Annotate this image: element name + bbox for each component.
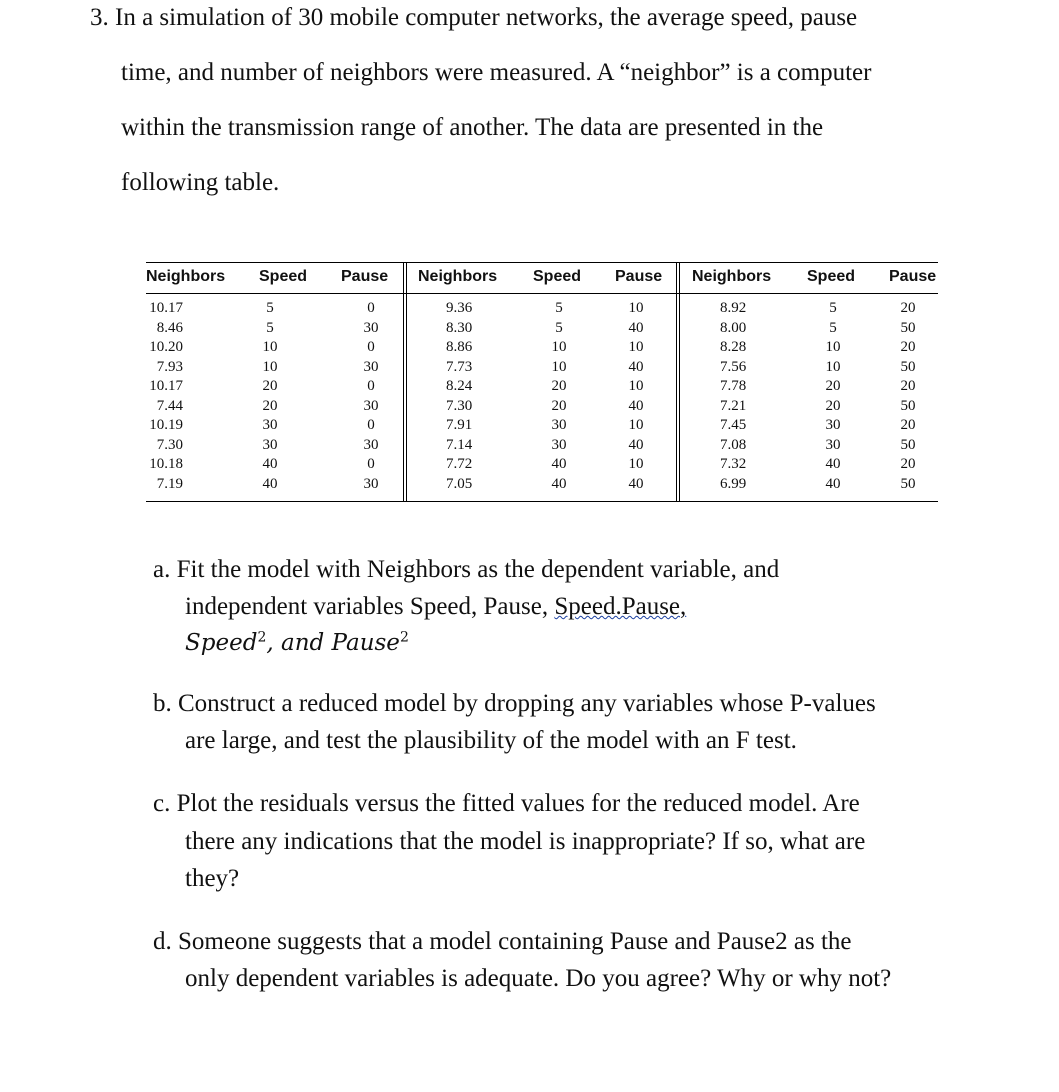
cell-speed-g2-r2: 5 — [555, 319, 563, 336]
header-pause-3: Pause — [889, 268, 937, 285]
cell-pause-g3-r10: 50 — [900, 475, 916, 492]
cell-pause-g1-r9: 0 — [367, 456, 375, 472]
question-a-line-1: a. Fit the model with Neighbors as the dependent variable, and — [153, 556, 780, 583]
question-b-line-2: are large, and test the plausibility of the model with an F test. — [185, 727, 797, 754]
cell-neighbors-g2-r3: 8.86 — [446, 339, 473, 355]
cell-neighbors-g3-r2: 8.00 — [720, 319, 747, 336]
question-c-line-3: they? — [185, 865, 240, 892]
cell-speed-g2-r9: 40 — [551, 456, 567, 472]
question-c-line-2: there any indications that the model is inappropriate? If so, what are — [185, 828, 866, 855]
cell-speed-g2-r1: 5 — [555, 300, 563, 316]
table-header — [146, 263, 938, 294]
cell-pause-g1-r3: 0 — [367, 339, 375, 355]
question-c-line-1: c. Plot the residuals versus the fitted values for the reduced model. Are — [153, 790, 860, 817]
cell-pause-g1-r5: 0 — [367, 378, 375, 394]
cell-pause-g1-r10: 30 — [363, 475, 379, 492]
math-and-pause: , and Pause — [266, 630, 400, 656]
cell-neighbors-g2-r6: 7.30 — [446, 397, 473, 414]
math-exponent-2: 2 — [399, 629, 409, 646]
cell-neighbors-g2-r7: 7.91 — [446, 417, 473, 433]
cell-neighbors-g2-r9: 7.72 — [446, 456, 473, 472]
cell-speed-g1-r4: 10 — [262, 358, 278, 375]
cell-speed-g2-r5: 20 — [551, 378, 567, 394]
cell-pause-g2-r4: 40 — [628, 358, 644, 375]
cell-pause-g3-r4: 50 — [900, 358, 916, 375]
problem-line-4: following table. — [121, 169, 280, 196]
cell-speed-g1-r3: 10 — [262, 339, 278, 355]
cell-neighbors-g1-r7: 10.19 — [149, 417, 183, 433]
cell-neighbors-g1-r5: 10.17 — [149, 378, 183, 394]
header-neighbors-3: Neighbors — [692, 268, 772, 285]
data-table — [146, 262, 938, 502]
header-pause-1: Pause — [341, 268, 389, 285]
cell-pause-g2-r2: 40 — [628, 319, 644, 336]
cell-pause-g3-r7: 20 — [900, 417, 916, 433]
cell-speed-g3-r10: 40 — [825, 475, 841, 492]
cell-speed-g3-r4: 10 — [825, 358, 841, 375]
cell-neighbors-g2-r4: 7.73 — [446, 358, 473, 375]
cell-pause-g1-r7: 0 — [367, 417, 375, 433]
question-a-speed-squared — [185, 630, 409, 656]
cell-pause-g1-r6: 30 — [363, 397, 379, 414]
cell-neighbors-g1-r10: 7.19 — [156, 475, 183, 492]
cell-speed-g2-r4: 10 — [551, 358, 567, 375]
cell-pause-g3-r2: 50 — [900, 319, 916, 336]
cell-neighbors-g3-r8: 7.08 — [720, 436, 747, 453]
cell-speed-g2-r6: 20 — [551, 397, 567, 414]
cell-neighbors-g2-r1: 9.36 — [446, 300, 473, 316]
cell-pause-g2-r8: 40 — [628, 436, 644, 453]
cell-neighbors-g1-r4: 7.93 — [156, 358, 183, 375]
cell-speed-g1-r1: 5 — [266, 300, 274, 316]
cell-pause-g3-r6: 50 — [900, 397, 916, 414]
header-pause-2: Pause — [615, 268, 663, 285]
cell-neighbors-g1-r2: 8.46 — [156, 319, 183, 336]
cell-pause-g1-r2: 30 — [363, 319, 379, 336]
question-a-line-3 — [185, 629, 409, 657]
cell-neighbors-g1-r1: 10.17 — [149, 300, 183, 316]
cell-neighbors-g3-r7: 7.45 — [720, 417, 747, 433]
cell-neighbors-g1-r3: 10.20 — [149, 339, 183, 355]
cell-pause-g2-r6: 40 — [628, 397, 644, 414]
cell-speed-g3-r6: 20 — [825, 397, 841, 414]
cell-speed-g3-r2: 5 — [829, 319, 837, 336]
cell-speed-g3-r1: 5 — [829, 300, 837, 316]
cell-pause-g1-r8: 30 — [363, 436, 379, 453]
cell-speed-g2-r7: 30 — [551, 417, 567, 433]
cell-pause-g2-r7: 10 — [628, 417, 644, 433]
cell-neighbors-g2-r5: 8.24 — [446, 378, 473, 394]
question-a-line-2 — [185, 593, 686, 621]
header-speed-1: Speed — [259, 268, 308, 285]
header-speed-3: Speed — [807, 268, 856, 285]
cell-pause-g2-r1: 10 — [628, 300, 644, 316]
cell-neighbors-g3-r6: 7.21 — [720, 397, 747, 414]
cell-neighbors-g2-r8: 7.14 — [446, 436, 473, 453]
cell-neighbors-g3-r5: 7.78 — [720, 378, 747, 394]
cell-pause-g3-r9: 20 — [900, 456, 916, 472]
cell-pause-g2-r5: 10 — [628, 378, 644, 394]
header-neighbors-1: Neighbors — [146, 268, 226, 285]
cell-neighbors-g3-r10: 6.99 — [720, 475, 747, 492]
cell-neighbors-g3-r9: 7.32 — [720, 456, 747, 472]
question-a-speed-pause-term: Speed.Pause, — [554, 593, 687, 620]
cell-neighbors-g1-r6: 7.44 — [156, 397, 183, 414]
column-group-divider-1 — [403, 263, 407, 501]
math-speed: Speed — [185, 630, 258, 656]
question-d-line-2: only dependent variables is adequate. Do you agree? Why or why not? — [185, 965, 892, 992]
question-b-line-1: b. Construct a reduced model by dropping any variables whose P-values — [153, 690, 876, 717]
cell-speed-g1-r2: 5 — [266, 319, 274, 336]
cell-speed-g3-r7: 30 — [825, 417, 841, 433]
cell-speed-g2-r3: 10 — [551, 339, 567, 355]
question-d-line-1: d. Someone suggests that a model containing Pause and Pause2 as the — [153, 928, 852, 955]
cell-speed-g2-r8: 30 — [551, 436, 567, 453]
cell-speed-g1-r10: 40 — [262, 475, 278, 492]
cell-speed-g3-r3: 10 — [825, 339, 841, 355]
cell-neighbors-g3-r1: 8.92 — [720, 300, 747, 316]
math-exponent-1: 2 — [257, 629, 267, 646]
cell-speed-g1-r7: 30 — [262, 417, 278, 433]
cell-speed-g1-r9: 40 — [262, 456, 278, 472]
question-a-line-2-text: independent variables Speed, Pause, — [185, 593, 555, 620]
cell-neighbors-g1-r8: 7.30 — [156, 436, 183, 453]
problem-line-2: time, and number of neighbors were measured. A “neighbor” is a computer — [121, 59, 872, 86]
cell-neighbors-g1-r9: 10.18 — [149, 456, 183, 472]
cell-pause-g1-r4: 30 — [363, 358, 379, 375]
cell-speed-g1-r6: 20 — [262, 397, 278, 414]
cell-speed-g1-r5: 20 — [262, 378, 278, 394]
cell-pause-g2-r10: 40 — [628, 475, 644, 492]
header-speed-2: Speed — [533, 268, 582, 285]
cell-speed-g3-r9: 40 — [825, 456, 841, 472]
cell-pause-g3-r3: 20 — [900, 339, 916, 355]
cell-speed-g3-r8: 30 — [825, 436, 841, 453]
cell-speed-g2-r10: 40 — [551, 475, 567, 492]
header-neighbors-2: Neighbors — [418, 268, 498, 285]
cell-pause-g3-r1: 20 — [900, 300, 916, 316]
problem-line-1: 3. In a simulation of 30 mobile computer networks, the average speed, pause — [90, 4, 858, 31]
cell-pause-g2-r3: 10 — [628, 339, 644, 355]
column-group-divider-2 — [676, 263, 680, 501]
cell-speed-g1-r8: 30 — [262, 436, 278, 453]
cell-neighbors-g2-r2: 8.30 — [446, 319, 473, 336]
cell-neighbors-g3-r4: 7.56 — [720, 358, 747, 375]
cell-pause-g3-r5: 20 — [900, 378, 916, 394]
cell-pause-g2-r9: 10 — [628, 456, 644, 472]
cell-neighbors-g2-r10: 7.05 — [446, 475, 473, 492]
cell-speed-g3-r5: 20 — [825, 378, 841, 394]
cell-neighbors-g3-r3: 8.28 — [720, 339, 747, 355]
problem-line-3: within the transmission range of another. The data are presented in the — [121, 114, 824, 141]
cell-pause-g1-r1: 0 — [367, 300, 375, 316]
cell-pause-g3-r8: 50 — [900, 436, 916, 453]
